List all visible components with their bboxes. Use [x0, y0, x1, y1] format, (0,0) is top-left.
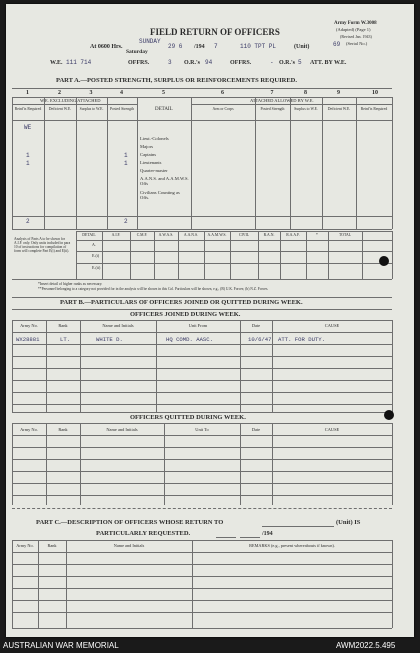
rule-line	[306, 231, 307, 279]
typed-total-1: 2	[26, 218, 30, 225]
rule-line	[290, 97, 291, 229]
column-heading: Deficient W.E.	[327, 107, 351, 111]
ors-label: O.R.'s	[184, 60, 201, 66]
rule-line	[154, 231, 155, 279]
serial-typed: 69	[333, 41, 341, 48]
at-label: At 0600 Hrs.	[90, 44, 123, 50]
analysis-heading: DETAIL	[82, 233, 96, 237]
joined-row-name: WHITE D.	[96, 336, 123, 343]
rule-line	[178, 231, 179, 279]
rule-line	[12, 564, 392, 565]
form-revised: (Revised Jan. 1943)	[340, 34, 372, 39]
joined-row-cause: ATT. FOR DUTY.	[278, 336, 325, 343]
joined-column-heading: CAUSE	[324, 323, 340, 328]
rule-line	[392, 540, 393, 628]
analysis-heading: R.A.A.F.	[286, 233, 300, 237]
quitted-column-heading: CAUSE	[324, 427, 340, 432]
rule-line	[356, 97, 357, 229]
typed-col4-b: 1	[124, 160, 128, 167]
att-label: ATT. BY W.E.	[310, 60, 347, 66]
rule-line	[102, 231, 103, 279]
typed-we: WE	[24, 124, 32, 131]
rank-label: Lieut.-Colonels	[140, 136, 169, 141]
joined-row-date: 10/6/47	[248, 336, 272, 343]
footnote-2: **Personnel belonging to a category not provided for in the analysis will be shown in this Col. Particulars will be shown, e.g., (B) U.K. Forces; (b) N.Z. Forces.	[38, 287, 269, 291]
column-heading: Posted Strength	[110, 107, 134, 111]
offrs2-typed: -	[270, 59, 274, 66]
offrs-label: OFFRS.	[128, 60, 150, 66]
date-typed: 29 6	[168, 43, 183, 50]
rank-label: Captains	[140, 152, 157, 157]
rule-line	[76, 97, 77, 229]
rank-label: A.A.N.S. and A.A.M.W.S. Offs	[140, 176, 189, 187]
year-label: /194	[194, 44, 205, 50]
rule-line	[255, 97, 256, 229]
quitted-column-heading: Name and Initials	[106, 427, 138, 432]
form-number: Army Form W.3008	[334, 21, 377, 26]
joined-row-unit: HQ COMD. AASC.	[166, 336, 213, 343]
rule-line	[46, 320, 47, 412]
joined-column-heading: Name and Initials	[102, 323, 134, 328]
rule-line	[12, 368, 392, 369]
typed-total-4: 2	[124, 218, 128, 225]
joined-row-army-no: WX28881	[16, 336, 40, 343]
rule-line	[12, 320, 13, 412]
day-label: Saturday	[126, 49, 148, 55]
column-heading: Reinf'ts Required	[14, 107, 42, 111]
part-c-title: PART C.—DESCRIPTION OF OFFICERS WHOSE RETURN TO	[36, 519, 224, 526]
rule-line	[12, 495, 392, 496]
rank-label: Quarter-master	[140, 168, 168, 173]
form-adapted: (Adapted) (Page 1)	[336, 27, 371, 32]
column-number: 4	[120, 90, 123, 96]
rule-line	[12, 332, 392, 333]
column-heading: Arm or Corps	[212, 107, 234, 111]
analysis-row-label: E.(i)	[92, 253, 100, 258]
partc-column-heading: REMARKS (e.g., present whereabouts if known).	[249, 543, 335, 548]
part-c-unit-is: (Unit) IS	[336, 519, 361, 526]
analysis-note: Analysis of Parts A to be shown for A.I.F. only. Only units included in para 10 of instructions for compilation of form will complete Part E(i) and E(ii).	[14, 237, 71, 253]
unit-label: (Unit)	[294, 44, 310, 50]
column-heading: Surplus to W.E.	[79, 107, 104, 111]
analysis-row-label: E.(ii)	[92, 265, 101, 270]
rank-label: Civilians Counting as Offs.	[140, 190, 180, 201]
rule-line	[156, 320, 157, 412]
joined-column-heading: Rank	[58, 323, 68, 328]
partc-column-heading: Name and Initials	[113, 543, 145, 548]
ors-typed: 94	[205, 59, 213, 66]
column-heading: Posted Strength	[260, 107, 285, 111]
rule-line	[12, 447, 392, 448]
quitted-column-heading: Unit To	[195, 427, 209, 432]
part-c-requested: PARTICULARLY REQUESTED.	[96, 530, 191, 537]
rule-line	[12, 540, 13, 628]
rule-line	[12, 600, 392, 601]
rule-line	[76, 231, 392, 232]
column-number: 6	[221, 90, 224, 96]
rule-line	[66, 540, 67, 628]
rank-label: Majors	[140, 144, 154, 149]
analysis-heading: A.A.M.W.S.	[207, 233, 227, 237]
joined-title: OFFICERS JOINED DURING WEEK.	[130, 311, 241, 318]
rule-line	[12, 552, 392, 553]
rule-line	[328, 231, 329, 279]
we-typed: 111 714	[66, 59, 92, 66]
rule-line	[12, 404, 392, 405]
rule-line	[107, 97, 108, 229]
rule-line	[12, 483, 392, 484]
joined-row-rank: LT.	[60, 336, 71, 343]
quitted-title: OFFICERS QUITTED DURING WEEK.	[130, 414, 246, 421]
column-heading: Reinf'ts Required	[360, 107, 388, 111]
column-number: 2	[58, 90, 61, 96]
joined-column-heading: Unit From	[188, 323, 208, 328]
we-excluding-label: W.E. EXCLUDING ATTACHED	[40, 98, 101, 103]
rule-line	[12, 576, 392, 577]
part-a-title: PART A.—POSTED STRENGTH, SURPLUS OR REINFORCEMENTS REQUIRED.	[56, 77, 297, 84]
analysis-heading: *	[316, 233, 318, 237]
analysis-row-label: A.	[92, 242, 96, 247]
column-number: 3	[89, 90, 93, 96]
rule-line	[12, 392, 392, 393]
typed-col1-a: 1	[26, 152, 30, 159]
rule-line	[230, 231, 231, 279]
rule-line	[258, 231, 259, 279]
typed-col1-b: 1	[26, 160, 30, 167]
we-label: W.E.	[50, 60, 63, 66]
rule-line	[137, 97, 138, 229]
rule-line	[392, 423, 393, 505]
offrs-typed: 3	[168, 59, 172, 66]
rule-line	[240, 320, 241, 412]
partc-column-heading: Rank	[47, 543, 57, 548]
rank-label: Lieutenants	[140, 160, 162, 165]
rule-line	[12, 612, 392, 613]
rule-line	[272, 320, 273, 412]
rule-line	[12, 628, 392, 629]
rule-line	[12, 380, 392, 381]
footer-accession: AWM2022.5.495	[336, 641, 396, 650]
column-heading: Deficient W.E.	[48, 107, 72, 111]
rule-line	[322, 97, 323, 229]
rule-line	[12, 344, 392, 345]
analysis-heading: C.M.F.	[136, 233, 148, 237]
column-number: 9	[337, 90, 340, 96]
column-number: 8	[304, 90, 307, 96]
rule-line	[12, 435, 392, 436]
partc-column-heading: Army No.	[16, 543, 34, 548]
quitted-column-heading: Date	[251, 427, 261, 432]
analysis-heading: R.A.N.	[263, 233, 275, 237]
rule-line	[191, 97, 192, 229]
column-number: 10	[372, 90, 378, 96]
rule-line	[130, 231, 131, 279]
quitted-column-heading: Army No.	[20, 427, 38, 432]
analysis-heading: A.W.A.S.	[158, 233, 174, 237]
footnote-1: *Insert detail of higher ranks as necessary.	[38, 282, 103, 286]
punch-hole	[384, 410, 394, 420]
ors2-typed: 5	[298, 59, 302, 66]
rule-line	[204, 231, 205, 279]
day-typed: SUNDAY	[139, 38, 161, 45]
column-number: 5	[162, 90, 165, 96]
analysis-heading: TOTAL	[338, 233, 352, 237]
offrs2-label: OFFRS.	[230, 60, 252, 66]
analysis-heading: A.A.N.S.	[183, 233, 199, 237]
unit-typed: 110 TPT PL	[240, 43, 277, 50]
rule-line	[80, 320, 81, 412]
analysis-heading: A.I.F.	[111, 233, 121, 237]
joined-column-heading: Army No.	[20, 323, 38, 328]
rule-line	[12, 459, 392, 460]
typed-col4-a: 1	[124, 152, 128, 159]
column-heading: Surplus to W.E.	[294, 107, 318, 111]
joined-column-heading: Date	[251, 323, 261, 328]
punch-hole	[379, 256, 389, 266]
rule-line	[76, 231, 77, 279]
rule-line	[362, 231, 363, 279]
analysis-heading: CIVIL	[238, 233, 250, 237]
rule-line	[392, 231, 393, 279]
part-c-year: /194	[262, 531, 273, 537]
rule-line	[280, 231, 281, 279]
rule-line	[12, 588, 392, 589]
form-title: FIELD RETURN OF OFFICERS	[150, 27, 280, 37]
rule-line	[192, 540, 193, 628]
part-b-title: PART B.—PARTICULARS OF OFFICERS JOINED OR QUITTED DURING WEEK.	[60, 299, 303, 306]
rule-line	[392, 320, 393, 412]
serial-label: (Serial No.)	[346, 41, 368, 46]
ors2-label: O.R.'s	[279, 60, 296, 66]
attached-label: ATTACHED ALLOWED BY W.E.	[250, 98, 314, 103]
column-number: 7	[270, 90, 274, 96]
rule-line	[12, 356, 392, 357]
footer-credit: AUSTRALIAN WAR MEMORIAL	[3, 641, 119, 650]
rule-line	[44, 97, 45, 229]
column-number: 1	[26, 90, 29, 96]
quitted-column-heading: Rank	[58, 427, 68, 432]
rule-line	[38, 540, 39, 628]
detail-label: DETAIL	[155, 107, 173, 112]
rule-line	[12, 471, 392, 472]
rule-line	[392, 97, 393, 229]
rule-line	[12, 97, 13, 229]
year-digit: 7	[214, 43, 218, 50]
